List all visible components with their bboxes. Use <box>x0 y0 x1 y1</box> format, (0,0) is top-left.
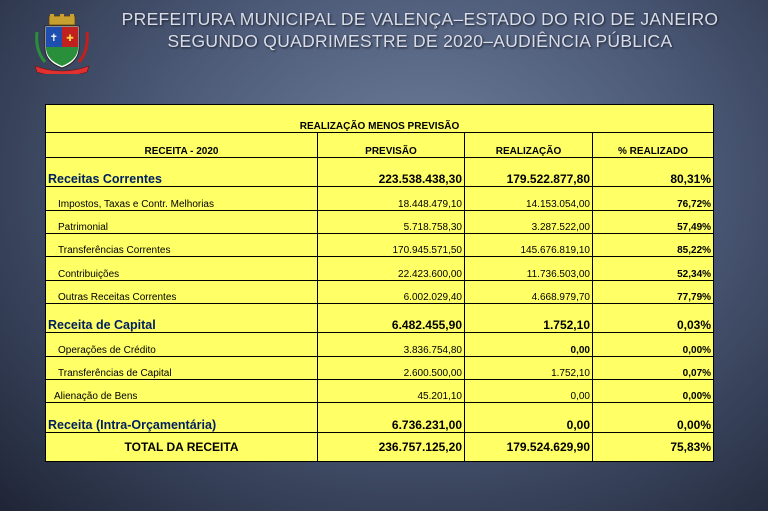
row-previsao: 3.836.754,80 <box>318 333 465 356</box>
row-previsao: 223.538.438,30 <box>318 158 465 187</box>
row-label: Receitas Correntes <box>46 158 318 187</box>
row-label: Receita (Intra-Orçamentária) <box>46 403 318 432</box>
page-title <box>100 8 740 52</box>
row-realizacao: 0,00 <box>465 333 593 356</box>
row-label: Transferências Correntes <box>46 233 318 256</box>
row-previsao: 18.448.479,10 <box>318 187 465 210</box>
row-pct: 77,79% <box>593 280 714 303</box>
revenue-table <box>45 104 714 462</box>
row-realizacao: 1.752,10 <box>465 304 593 333</box>
row-pct: 85,22% <box>593 233 714 256</box>
row-realizacao: 4.668.979,70 <box>465 280 593 303</box>
row-previsao: 5.718.758,30 <box>318 210 465 233</box>
table-header-row <box>46 133 714 158</box>
municipal-coat-of-arms-icon <box>33 14 91 74</box>
table-row <box>46 210 714 233</box>
row-label: Transferências de Capital <box>46 356 318 379</box>
row-previsao: 6.736.231,00 <box>318 403 465 432</box>
table-row <box>46 280 714 303</box>
row-realizacao: 145.676.819,10 <box>465 233 593 256</box>
row-pct: 80,31% <box>593 158 714 187</box>
row-realizacao: 0,00 <box>465 380 593 403</box>
table-row <box>46 257 714 280</box>
table-caption: REALIZAÇÃO MENOS PREVISÃO <box>46 105 714 133</box>
row-pct: 76,72% <box>593 187 714 210</box>
row-label: Impostos, Taxas e Contr. Melhorias <box>46 187 318 210</box>
row-pct: 0,00% <box>593 380 714 403</box>
table-row <box>46 304 714 333</box>
table-row <box>46 158 714 187</box>
total-pct: 75,83% <box>593 432 714 461</box>
row-previsao: 170.945.571,50 <box>318 233 465 256</box>
row-label: Patrimonial <box>46 210 318 233</box>
row-label: Receita de Capital <box>46 304 318 333</box>
row-realizacao: 14.153.054,00 <box>465 187 593 210</box>
row-previsao: 6.002.029,40 <box>318 280 465 303</box>
row-realizacao: 11.736.503,00 <box>465 257 593 280</box>
row-label: Outras Receitas Correntes <box>46 280 318 303</box>
table-row <box>46 356 714 379</box>
table-row <box>46 333 714 356</box>
svg-text:✚: ✚ <box>66 34 74 44</box>
row-previsao: 2.600.500,00 <box>318 356 465 379</box>
svg-text:✝: ✝ <box>49 33 59 44</box>
row-label: Alienação de Bens <box>46 380 318 403</box>
row-pct: 57,49% <box>593 210 714 233</box>
column-header-realizacao: REALIZAÇÃO <box>465 133 593 158</box>
row-label: Contribuições <box>46 257 318 280</box>
table-row <box>46 233 714 256</box>
row-pct: 0,03% <box>593 304 714 333</box>
row-pct: 0,07% <box>593 356 714 379</box>
total-previsao: 236.757.125,20 <box>318 432 465 461</box>
row-previsao: 22.423.600,00 <box>318 257 465 280</box>
column-header-receita: RECEITA - 2020 <box>46 133 318 158</box>
column-header-pct: % REALIZADO <box>593 133 714 158</box>
title-line-1: PREFEITURA MUNICIPAL DE VALENÇA–ESTADO DO RIO DE JANEIRO <box>121 9 719 29</box>
row-pct: 0,00% <box>593 403 714 432</box>
row-pct: 0,00% <box>593 333 714 356</box>
table-row <box>46 187 714 210</box>
row-realizacao: 179.522.877,80 <box>465 158 593 187</box>
total-realizacao: 179.524.629,90 <box>465 432 593 461</box>
title-line-2: SEGUNDO QUADRIMESTRE DE 2020–AUDIÊNCIA PÚBLICA <box>167 31 673 51</box>
row-label: Operações de Crédito <box>46 333 318 356</box>
column-header-previsao: PREVISÃO <box>318 133 465 158</box>
table-row <box>46 380 714 403</box>
row-realizacao: 0,00 <box>465 403 593 432</box>
row-previsao: 45.201,10 <box>318 380 465 403</box>
row-realizacao: 1.752,10 <box>465 356 593 379</box>
table-row <box>46 403 714 432</box>
row-realizacao: 3.287.522,00 <box>465 210 593 233</box>
total-label: TOTAL DA RECEITA <box>46 432 318 461</box>
row-pct: 52,34% <box>593 257 714 280</box>
table-caption-row <box>46 105 714 133</box>
row-previsao: 6.482.455,90 <box>318 304 465 333</box>
total-row <box>46 432 714 461</box>
